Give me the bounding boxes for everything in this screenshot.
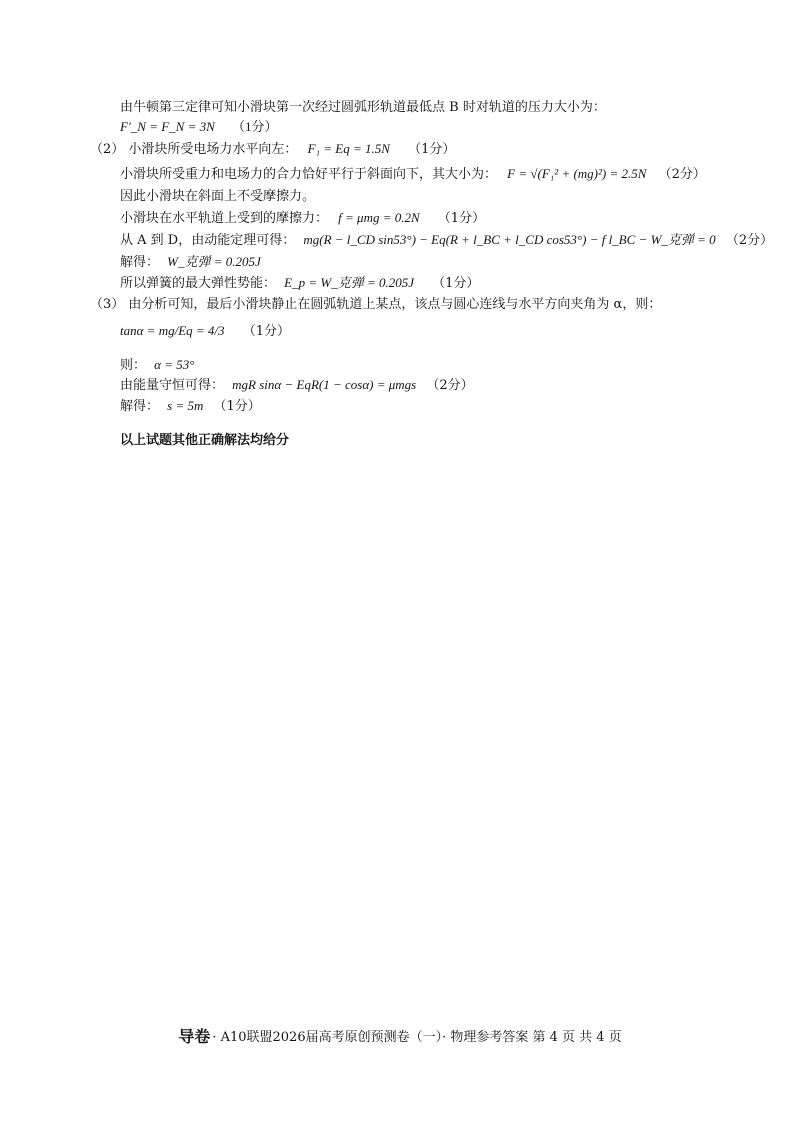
- text-resultant-force: 小滑块所受重力和电场力的合力恰好平行于斜面向下，其大小为：: [120, 167, 498, 182]
- score-1: （1分）: [232, 119, 278, 134]
- score-8: （2分）: [426, 378, 474, 393]
- score-3: （2分）: [658, 167, 706, 182]
- text-newton-third-law: 由牛顿第三定律可知小滑块第一次经过圆弧形轨道最低点 B 时对轨道的压力大小为：: [120, 100, 606, 115]
- line-friction-force: [120, 209, 485, 228]
- line-energy-conservation: [120, 376, 474, 395]
- text-friction-force: 小滑块在水平轨道上受到的摩擦力：: [120, 211, 329, 226]
- text-electric-force: 小滑块所受电场力水平向左：: [128, 142, 298, 157]
- score-6: （1分）: [432, 276, 480, 291]
- eq-energy-conservation: mgR sinα − EqR(1 − cosα) = μmgs: [232, 377, 417, 392]
- line-work-energy: [120, 231, 773, 250]
- score-9: （1分）: [213, 399, 261, 414]
- eq-solve-work: W_克弹 = 0.205J: [167, 254, 261, 269]
- eq-normal-force-text: F′_N = F_N = 3N: [120, 119, 215, 134]
- part-3-label: （3）: [90, 297, 125, 312]
- score-7: （1分）: [242, 324, 290, 339]
- line-newton-third-law: [120, 99, 606, 117]
- eq-elastic-energy: E_p = W_克弹 = 0.205J: [284, 275, 414, 290]
- line-tan-alpha: [120, 322, 290, 341]
- eq-electric-force: F₁ = Eq = 1.5N: [307, 141, 390, 156]
- eq-friction-force: f = μmg = 0.2N: [338, 210, 420, 225]
- text-energy-conservation: 由能量守恒可得：: [120, 378, 225, 393]
- brand-logo: 导卷: [178, 1027, 211, 1046]
- eq-normal-force: [120, 118, 278, 136]
- text-solve-work: 解得：: [120, 255, 160, 270]
- page-footer: [0, 1024, 800, 1047]
- score-2: （1分）: [408, 142, 456, 157]
- part-2-line-1: [90, 140, 455, 159]
- note-other-solutions: [120, 432, 289, 450]
- text-solve-s: 解得：: [120, 399, 160, 414]
- part-3-line-1: [90, 296, 661, 314]
- text-then: 则：: [120, 358, 147, 373]
- line-no-friction: [120, 188, 315, 206]
- eq-resultant-force: F = √(F₁² + (mg)²) = 2.5N: [507, 166, 647, 181]
- line-elastic-energy: [120, 274, 479, 293]
- eq-alpha: α = 53°: [154, 357, 195, 372]
- line-resultant-force: [120, 165, 706, 184]
- line-alpha: [120, 356, 194, 375]
- text-work-energy: 从 A 到 D，由动能定理可得：: [120, 233, 296, 248]
- text-elastic-energy: 所以弹簧的最大弹性势能：: [120, 276, 277, 291]
- eq-tan-alpha: tanα = mg/Eq = 4/3: [120, 323, 225, 338]
- score-4: （1分）: [437, 211, 486, 226]
- line-solve-s: [120, 397, 261, 416]
- eq-work-energy: mg(R − l_CD sin53°) − Eq(R + l_BC + l_CD cos53°) − f l_BC − W_克弹 = 0: [303, 232, 716, 247]
- line-solve-work: [120, 253, 261, 272]
- part-2-label: （2）: [90, 142, 125, 157]
- score-5: （2分）: [725, 233, 774, 248]
- footer-text: · A10联盟2026届高考原创预测卷（一）· 物理参考答案 第 4 页 共 4 页: [212, 1030, 622, 1045]
- text-no-friction: 因此小滑块在斜面上不受摩擦力。: [120, 189, 316, 204]
- eq-solve-s: s = 5m: [167, 398, 204, 413]
- text-rest-point: 由分析可知，最后小滑块静止在圆弧轨道上某点，该点与圆心连线与水平方向夹角为 α，则：: [128, 297, 662, 312]
- text-other-solutions: 以上试题其他正确解法均给分: [120, 433, 290, 448]
